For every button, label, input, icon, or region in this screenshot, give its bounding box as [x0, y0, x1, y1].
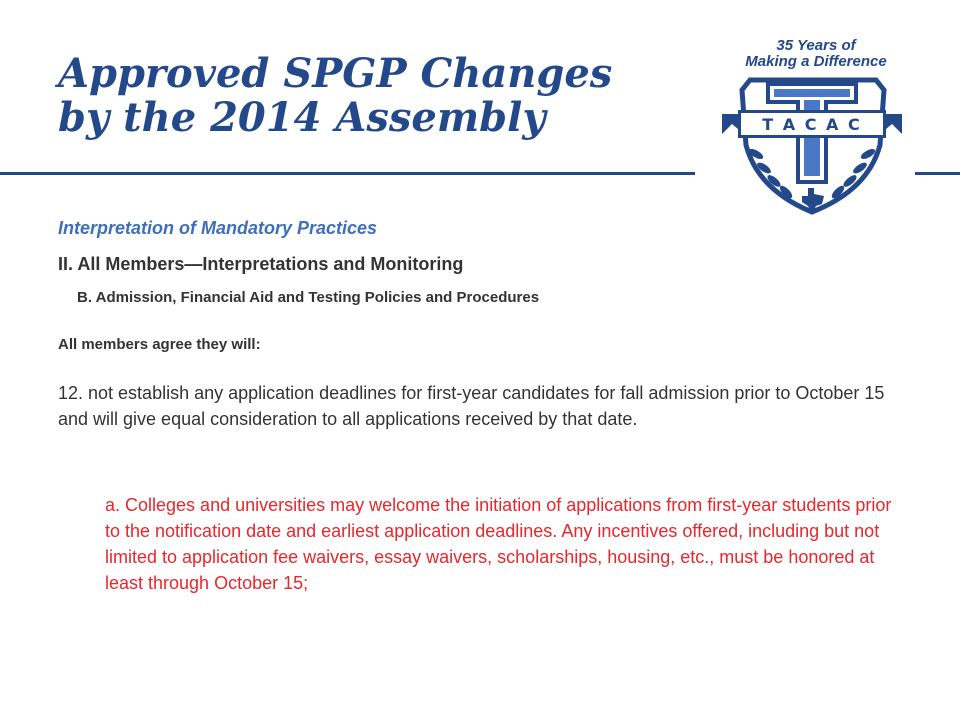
section-heading: II. All Members—Interpretations and Monitoring [58, 254, 464, 274]
subheading: Interpretation of Mandatory Practices [58, 218, 378, 238]
item-12-text: 12. not establish any application deadlines for first-year candidates for fall admission prior to October 15 and will give equal consideration to all applications received by that date. [58, 383, 885, 429]
item-12a-text: a. Colleges and universities may welcome the initiation of applications from first-year students prior to the notification date and earliest application deadlines. Any incentives offered, including but not limited to application fee waivers, essay waivers, scholarships, housing, etc., must be honored at least through October 15; [105, 495, 892, 593]
logo-tagline-line-1: 35 Years of [776, 37, 856, 54]
tacac-logo [708, 30, 916, 220]
title-divider-left [0, 172, 695, 175]
intro-text: All members agree they will: [58, 336, 261, 353]
slide-title [58, 52, 612, 140]
logo-banner-text: T A C A C [762, 115, 862, 134]
title-line-1: Approved SPGP Changes [58, 50, 613, 97]
title-divider-right [915, 172, 960, 175]
subsection-heading: B. Admission, Financial Aid and Testing Policies and Procedures [77, 289, 540, 306]
logo-tagline-line-2: Making a Difference [745, 53, 887, 70]
title-line-2: by the 2014 Assembly [58, 94, 546, 141]
